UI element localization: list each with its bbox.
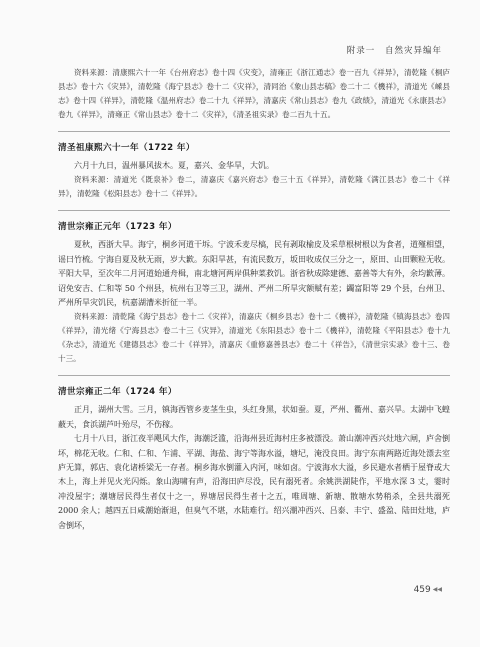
main-content xyxy=(58,66,450,533)
paragraph: 七月十八日，浙江夜半飓风大作，海潮泛滥，沿海州县近海村庄多被漂没。萧山潮冲西兴灶地六闸，庐舍倒坏，棉花无收。仁和、仁和、乍浦、平湖、海盐、海宁等海水溢，塘圮，淹没良田。海宁东南两路近海处漂去室庐无算，郭店、袁化诸桥梁无一存者。桐乡海水倒灌入内河，味如卤。宁波海水大溢，乡民避水者栖于屋脊或大木上，海上并见火光闪烁。象山海啸有声，沿海田庐尽没，民有溺死者。余姚洪湖陡作，平地水深 3 丈，霎时冲没屋宇；潮塘居民得生者仅十之一，界塘居民得生者十之五，唯周塘、新塘、散塘水势稍杀，全县共溺死 2000 余人；越四五日咸潮始渐退，但臭气不堪，水陆难行。绍兴潮冲西兴、吕泰、丰宁、盛盈、陆田灶地，庐舍倒坏， xyxy=(58,434,450,530)
section-divider xyxy=(58,210,450,211)
page-mark-icon: ◀◀ xyxy=(432,586,442,593)
section-heading: 清世宗雍正二年（1724 年） xyxy=(58,387,177,398)
source-note: 资料来源：清乾隆《海宁县志》卷十二《灾祥》，清嘉庆《桐乡县志》卷十二《機祥》，清乾隆《镇海县志》卷四《祥异》，清光绪《宁海县志》卷二十三《灾异》，清道光《东阳县志》卷十二《機祥》，清乾隆《平阳县志》卷十九《杂志》，清道光《建德县志》卷二十《祥异》，清嘉庆《重修嘉善县志》卷二十《祥告》，《清世宗实录》卷十三、卷十三。 xyxy=(58,312,450,364)
page-number xyxy=(414,585,442,595)
paragraph: 六月十九日，温州暴风拔木。夏，嘉兴、金华旱，大饥。 xyxy=(74,161,274,170)
page-number-value: 459 xyxy=(413,585,431,595)
paragraph: 夏秋，西浙大旱。海宁，桐乡河道干坼。宁波禾麦尽槁，民有剥取榆皮及采草根树根以为食者，道殣相望，谣曰竹梳。宁海自夏及秋无雨，岁大歉。东阳旱甚，有流民数万，坂田收成仅三分之一，原田、山田颗粒无收。平阳大旱，至次年二月河道始通舟楫，南北塘河两岸俱种菜救饥。浙省秋成除建德、嘉善等大有外，余均歉薄。诏免安吉、仁和等 50 个州县，杭州右卫等三卫，湖州、严州二所旱灾额赋有差；蠲富阳等 29 个县，台州卫、严州所旱灾饥民，杭嘉湖漕米折征一半。 xyxy=(58,240,450,308)
header-title: 自然灾异编年 xyxy=(384,46,442,56)
section-divider xyxy=(58,131,450,132)
running-header xyxy=(341,44,442,56)
section-heading: 清圣祖康熙六十一年（1722 年） xyxy=(58,143,195,153)
source-note: 资料来源：清康熙六十一年《台州府志》卷十四《灾变》，清雍正《浙江通志》卷一百九《祥异》，清乾隆《桐庐县志》卷十六《灾异》，清乾隆《海宁县志》卷十二《灾祥》，清同治《象山县志稿》卷二十二《機祥》，清道光《嵊县志》卷十四《祥异》，清乾隆《温州府志》卷二十九《祥异》，清嘉庆《常山县志》卷九《政绩》，清道光《永康县志》卷九《祥异》，清雍正《常山县志》卷十二《灾祥》，《清圣祖实录》卷二百九十五。 xyxy=(58,68,450,119)
source-note: 资料来源：清道光《既泉补》卷二，清嘉庆《嘉兴府志》卷三十五《祥异》，清乾隆《满江县志》卷二十《祥异》，清乾隆《松阳县志》卷十二《祥异》。 xyxy=(58,175,450,199)
section-heading: 清世宗雍正元年（1723 年） xyxy=(58,222,177,233)
paragraph: 正月，湖州大雪。三月，镇海西管乡麦茎生虫，头红身黑，状如蚕。夏，严州、衢州、嘉兴旱。太湖中飞蝗蔽天，食浜湖芦叶殆尽，不伤稼。 xyxy=(58,405,450,429)
section-divider xyxy=(58,375,450,376)
header-section: 附录一 xyxy=(346,46,376,56)
